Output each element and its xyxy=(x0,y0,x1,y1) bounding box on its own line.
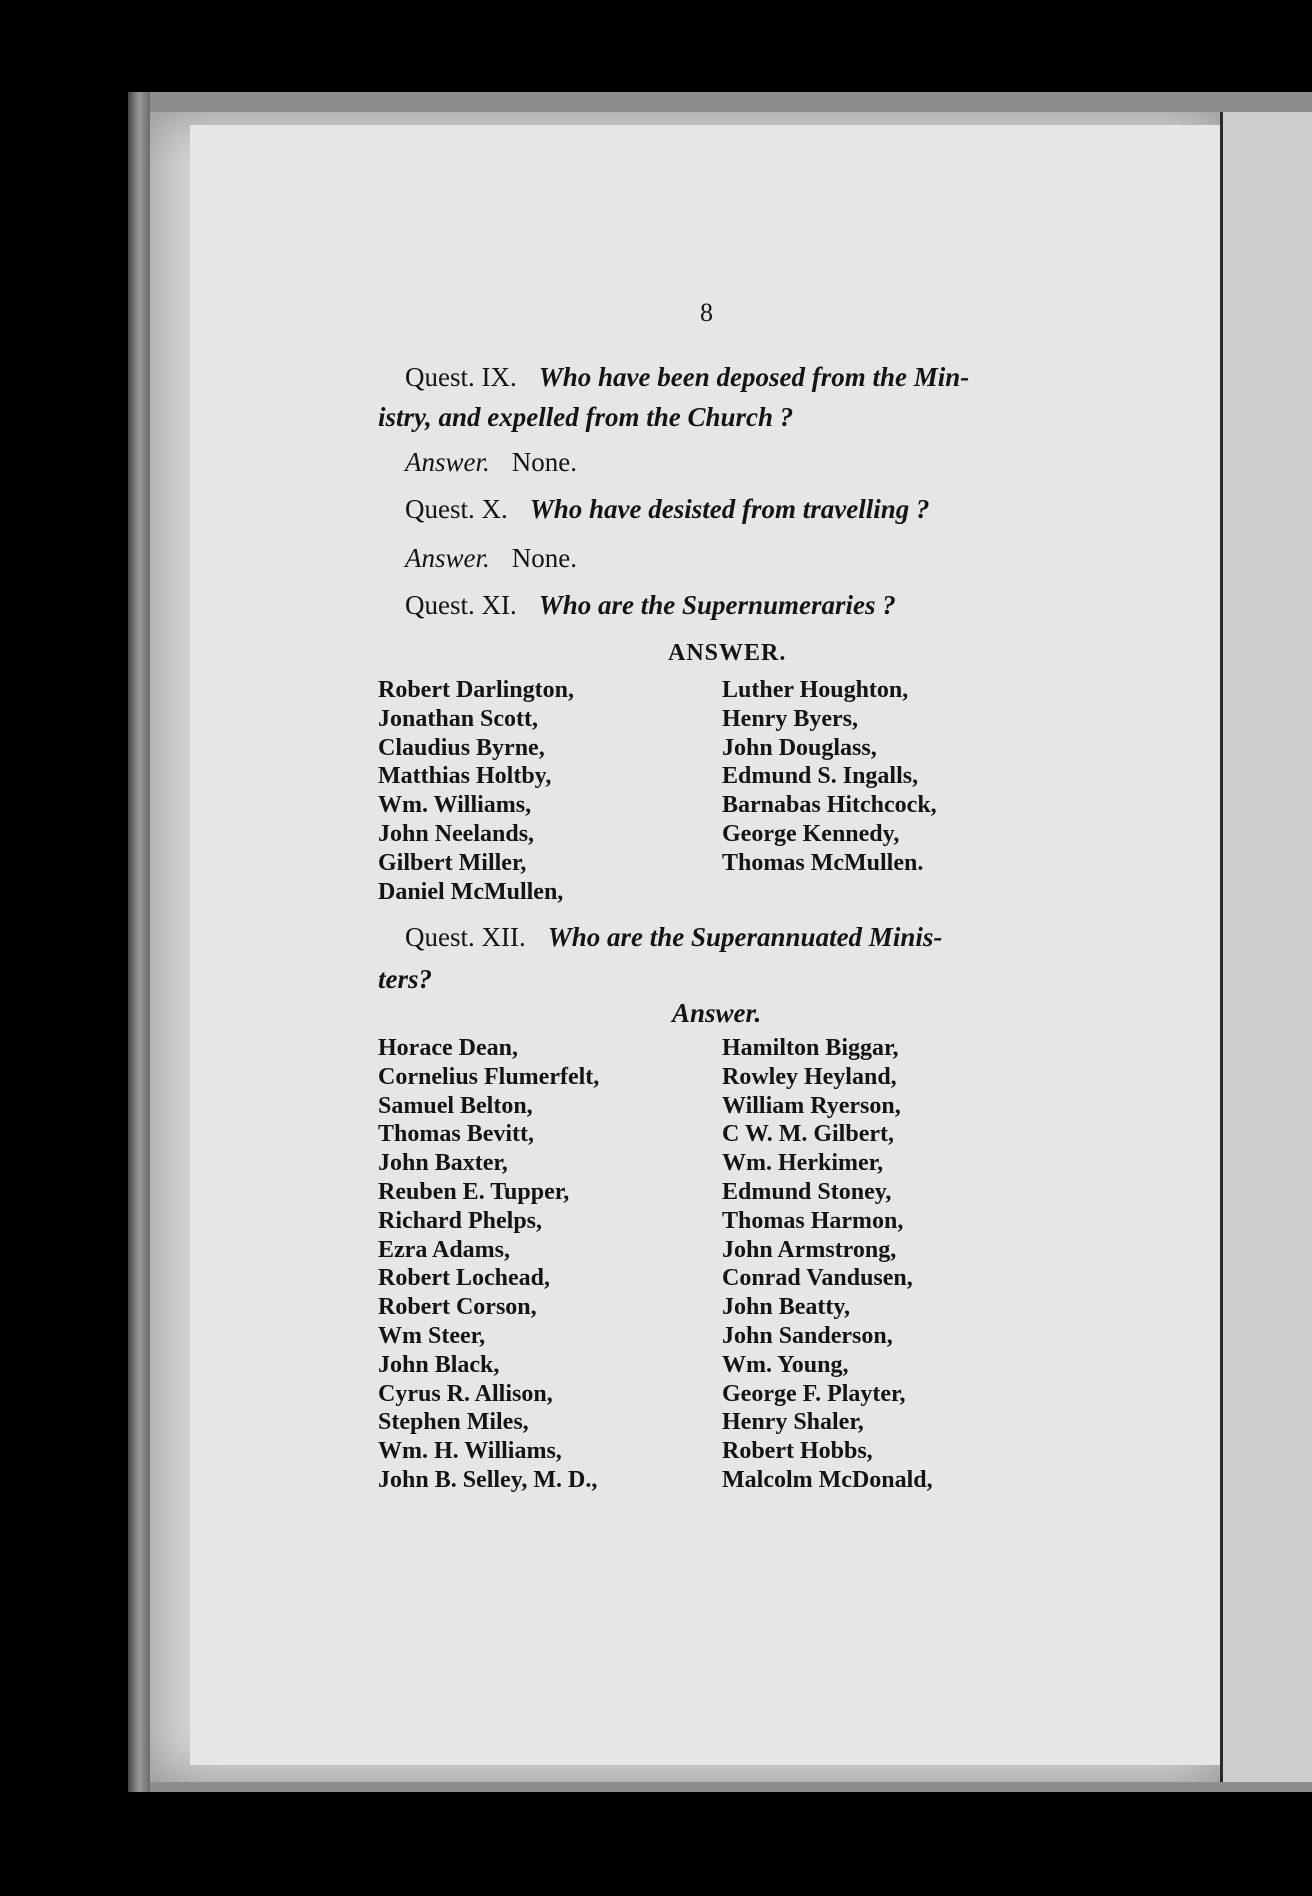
question-10-label: Quest. X. xyxy=(405,494,508,524)
list-item: Thomas Harmon, xyxy=(722,1207,904,1234)
list-item: John Black, xyxy=(378,1351,500,1378)
page-number: 8 xyxy=(700,298,713,327)
answer-10-label: Answer. xyxy=(405,543,490,573)
question-12-label: Quest. XII. xyxy=(405,922,526,952)
list-item: Wm. Young, xyxy=(722,1351,849,1378)
list-item: Barnabas Hitchcock, xyxy=(722,792,937,819)
list-item: Daniel McMullen, xyxy=(378,878,564,905)
list-item: John Baxter, xyxy=(378,1150,508,1177)
list-item: Stephen Miles, xyxy=(378,1409,529,1436)
list-item: Cyrus R. Allison, xyxy=(378,1380,553,1407)
question-9 xyxy=(405,362,969,393)
list-item: C W. M. Gilbert, xyxy=(722,1121,894,1148)
list-item: John Armstrong, xyxy=(722,1236,897,1263)
answer-10 xyxy=(405,543,577,574)
list-item: William Ryerson, xyxy=(722,1092,901,1119)
list-item: Henry Byers, xyxy=(722,705,858,732)
list-item: George Kennedy, xyxy=(722,820,900,847)
answer-9 xyxy=(405,447,577,478)
list-item: Thomas Bevitt, xyxy=(378,1121,534,1148)
answer-11-heading: ANSWER. xyxy=(668,640,787,666)
list-item: Robert Lochead, xyxy=(378,1265,550,1292)
list-item: John B. Selley, M. D., xyxy=(378,1466,598,1493)
list-item: Henry Shaler, xyxy=(722,1409,864,1436)
answer-9-label: Answer. xyxy=(405,447,490,477)
question-12-text: Who are the Superannuated Minis- xyxy=(547,922,943,952)
list-item: Thomas McMullen. xyxy=(722,849,924,876)
list-item: Wm. H. Williams, xyxy=(378,1438,562,1465)
list-item: Robert Darlington, xyxy=(378,677,574,703)
list-item: Edmund S. Ingalls, xyxy=(722,763,919,790)
list-item: Edmund Stoney, xyxy=(722,1178,892,1205)
list-item: John Beatty, xyxy=(722,1294,851,1321)
question-9-label: Quest. IX. xyxy=(405,362,517,392)
list-item: Claudius Byrne, xyxy=(378,734,545,761)
list-item: John Neelands, xyxy=(378,820,535,847)
list-item: Robert Corson, xyxy=(378,1294,537,1321)
list-item: Cornelius Flumerfelt, xyxy=(378,1063,600,1090)
list-item: Rowley Heyland, xyxy=(722,1063,897,1090)
list-item: Luther Houghton, xyxy=(722,677,909,703)
list-item: John Douglass, xyxy=(722,734,877,761)
answer-12-heading: Answer. xyxy=(672,998,762,1028)
answer-10-text: None. xyxy=(511,543,577,573)
list-item: Gilbert Miller, xyxy=(378,849,527,876)
supernumeraries-right-column xyxy=(722,676,937,878)
superannuated-right-column xyxy=(722,1034,933,1495)
question-11 xyxy=(405,590,896,621)
list-item: George F. Playter, xyxy=(722,1380,906,1407)
list-item: Ezra Adams, xyxy=(378,1236,510,1263)
list-item: Samuel Belton, xyxy=(378,1092,533,1119)
list-item: Wm. Herkimer, xyxy=(722,1150,884,1177)
list-item: Reuben E. Tupper, xyxy=(378,1178,570,1205)
list-item: Wm Steer, xyxy=(378,1322,486,1349)
answer-9-text: None. xyxy=(511,447,577,477)
list-item: Malcolm McDonald, xyxy=(722,1466,933,1493)
question-10 xyxy=(405,494,930,525)
list-item: Wm. Williams, xyxy=(378,792,532,819)
list-item: John Sanderson, xyxy=(722,1322,893,1349)
list-item: Matthias Holtby, xyxy=(378,763,552,790)
supernumeraries-left-column xyxy=(378,676,574,906)
superannuated-left-column xyxy=(378,1034,599,1495)
list-item: Hamilton Biggar, xyxy=(722,1035,899,1061)
list-item: Jonathan Scott, xyxy=(378,705,539,732)
question-9-text-continued: istry, and expelled from the Church ? xyxy=(378,402,794,432)
list-item: Conrad Vandusen, xyxy=(722,1265,913,1292)
question-12-text-continued: ters? xyxy=(378,964,432,994)
list-item: Horace Dean, xyxy=(378,1035,518,1061)
question-11-label: Quest. XI. xyxy=(405,590,517,620)
question-9-text: Who have been deposed from the Min- xyxy=(538,362,970,392)
question-11-text: Who are the Supernumeraries ? xyxy=(538,590,896,620)
question-10-text: Who have desisted from travelling ? xyxy=(529,494,930,524)
list-item: Robert Hobbs, xyxy=(722,1438,873,1465)
list-item: Richard Phelps, xyxy=(378,1207,543,1234)
question-12 xyxy=(405,922,942,953)
